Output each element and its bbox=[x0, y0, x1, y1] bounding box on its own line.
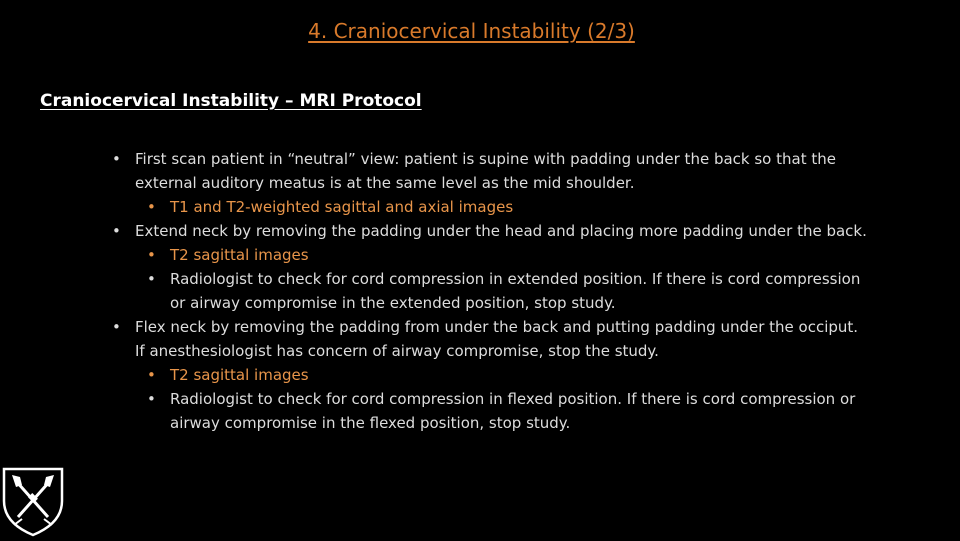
section-heading: Craniocervical Instability – MRI Protocol bbox=[40, 91, 422, 111]
sub-bullet-radiologist-flexed: • Radiologist to check for cord compression in flexed position. If there is cord compression or airway compromise in the flexed position, stop study. bbox=[147, 387, 872, 435]
sub-bullet-radiologist-extended: • Radiologist to check for cord compression in extended position. If there is cord compression or airway compromise in the extended position, stop study. bbox=[147, 267, 872, 315]
bullet-extend-neck: • Extend neck by removing the padding under the head and placing more padding under the back. bbox=[112, 219, 872, 243]
bullet-flex-neck: • Flex neck by removing the padding from under the back and putting padding under the occiput. If anesthesiologist has concern of airway compromise, stop the study. bbox=[112, 315, 872, 363]
sub-bullet-t2-sagittal-flexed: • T2 sagittal images bbox=[147, 363, 872, 387]
bullet-list bbox=[112, 147, 872, 435]
shield-torch-crest-icon bbox=[2, 467, 64, 537]
sub-bullet-t2-sagittal-extended: • T2 sagittal images bbox=[147, 243, 872, 267]
bullet-neutral-view: • First scan patient in “neutral” view: patient is supine with padding under the back so that the external auditory meatus is at the same level as the mid shoulder. bbox=[112, 147, 872, 195]
slide-title: 4. Craniocervical Instability (2/3) bbox=[308, 19, 635, 43]
sub-bullet-t1-t2-images: • T1 and T2-weighted sagittal and axial images bbox=[147, 195, 872, 219]
